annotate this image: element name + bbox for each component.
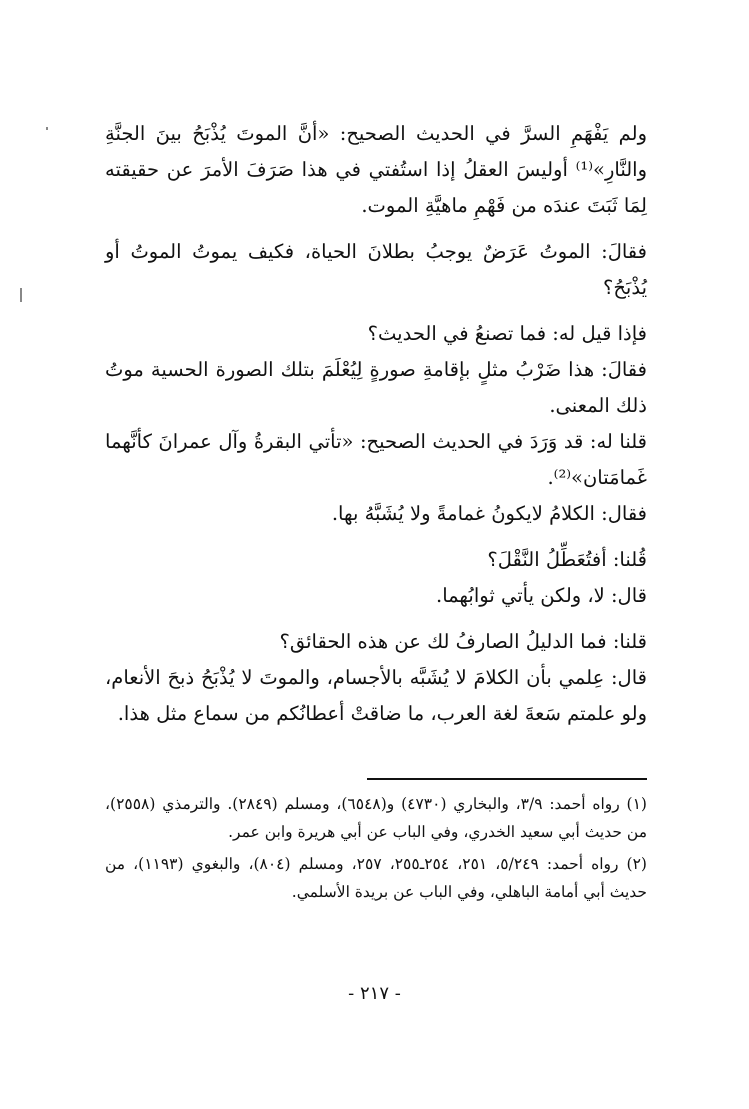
page-number: - ٢١٧ -	[348, 983, 401, 1004]
paragraph: فقالَ: الموتُ عَرَضٌ يوجبُ بطلانَ الحياة، فكيف يموتُ الموتُ أو يُذْبَحُ؟	[105, 240, 647, 299]
scan-speck	[20, 288, 22, 302]
footnotes	[105, 790, 647, 906]
paragraph: قال: عِلمي بأن الكلامَ لا يُشَبَّه بالأجسام، والموتَ لا يُذْبَحُ ذبحَ الأنعام، ولو علمتم سَعةَ لغة العرب، ما ضاقتْ أعطانُكم من سماع مثل هذا.	[105, 666, 647, 725]
paragraph: قُلنا: أفتُعَطِّلُ النَّقْلَ؟	[487, 548, 647, 571]
paragraph: قلنا: فما الدليلُ الصارفُ لك عن هذه الحقائق؟	[279, 630, 647, 653]
paragraph: ولم يَفْهَمِ السرَّ في الحديث الصحيح: «أنَّ الموتَ يُذْبَحُ بينَ الجنَّةِ والنَّارِ»⁽¹⁾ أوليسَ العقلُ إذا استُفتي في هذا صَرَفَ الأمرَ عن حقيقته لِمَا ثَبَتَ عندَه من فَهْمِ ماهيَّةِ الموت.	[105, 122, 647, 217]
footnote: (١) رواه أحمد: ٣/٩، والبخاري (٤٧٣٠) و(٦٥٤٨)، ومسلم (٢٨٤٩). والترمذي (٢٥٥٨)، من حديث أبي سعيد الخدري، وفي الباب عن أبي هريرة وابن عمر.	[105, 795, 647, 841]
main-text	[105, 116, 647, 732]
paragraph: فقالَ: هذا ضَرْبُ مثلٍ بإقامةِ صورةٍ لِيُعْلَمَ بتلك الصورة الحسية موتُ ذلك المعنى.	[105, 358, 647, 417]
footnote-separator	[367, 778, 647, 780]
paragraph: قلنا له: قد وَرَدَ في الحديث الصحيح: «تأتي البقرةُ وآل عمرانَ كأنَّهما غَمامَتان»⁽²⁾.	[105, 430, 647, 489]
footnote: (٢) رواه أحمد: ٥/٢٤٩، ٢٥١، ٢٥٤ـ٢٥٥، ٢٥٧، ومسلم (٨٠٤)، والبغوي (١١٩٣)، من حديث أبي أمامة الباهلي، وفي الباب عن بريدة الأسلمي.	[105, 855, 647, 901]
paragraph: فإذا قيل له: فما تصنعُ في الحديث؟	[367, 322, 647, 345]
scan-speck	[46, 127, 48, 130]
paragraph: قال: لا، ولكن يأتي ثوابُهما.	[436, 584, 647, 607]
paragraph: فقال: الكلامُ لايكونُ غمامةً ولا يُشَبَّهُ بها.	[331, 502, 647, 525]
